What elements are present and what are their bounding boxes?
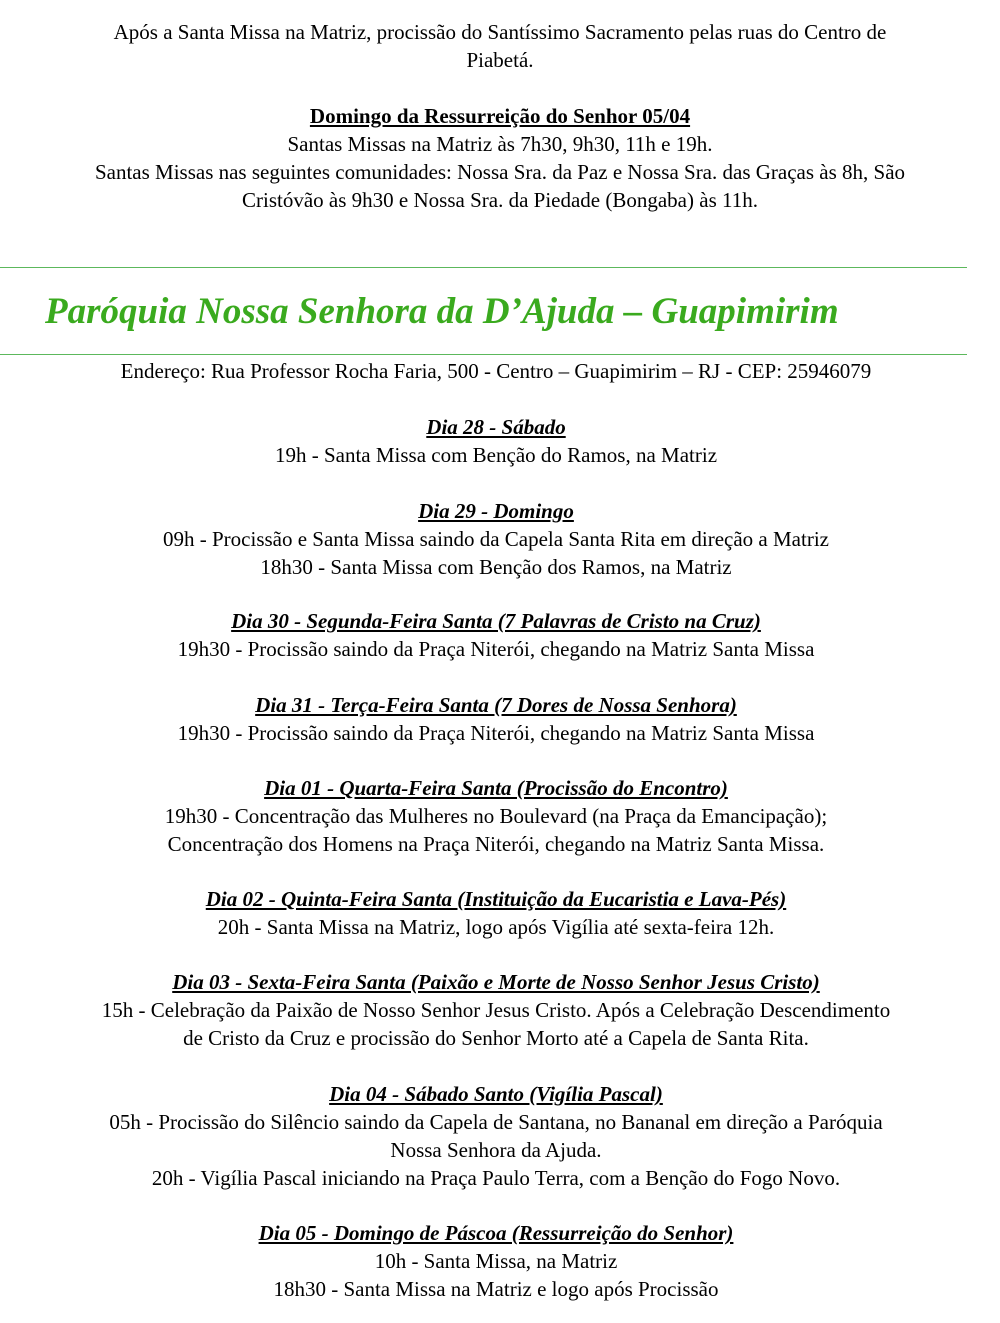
day-title: Dia 03 - Sexta-Feira Santa (Paixão e Morte de Nosso Senhor Jesus Cristo) — [172, 970, 820, 994]
day-line: Concentração dos Homens na Praça Niterói, chegando na Matriz Santa Missa. — [167, 832, 825, 856]
day-title: Dia 01 - Quarta-Feira Santa (Procissão do Encontro) — [264, 776, 728, 800]
intro-line-2: Piabetá. — [466, 48, 534, 72]
day-05-section — [0, 1219, 992, 1303]
parish-title: Paróquia Nossa Senhora da D’Ajuda – Guapimirim — [45, 291, 839, 332]
day-title: Dia 04 - Sábado Santo (Vigília Pascal) — [329, 1082, 663, 1106]
resurrection-title: Domingo da Ressurreição do Senhor 05/04 — [309, 104, 691, 128]
day-line: 19h30 - Procissão saindo da Praça Niterói, chegando na Matriz Santa Missa — [177, 637, 815, 661]
divider-bottom — [0, 354, 967, 355]
day-02-section — [0, 885, 992, 941]
day-title: Dia 29 - Domingo — [418, 499, 574, 523]
day-title: Dia 30 - Segunda-Feira Santa (7 Palavras de Cristo na Cruz) — [231, 609, 761, 633]
intro-paragraph — [20, 18, 980, 74]
day-line: 18h30 - Santa Missa na Matriz e logo após Procissão — [273, 1277, 719, 1301]
resurrection-line-2: Santas Missas nas seguintes comunidades: Nossa Sra. da Paz e Nossa Sra. das Graças às 8h, São — [94, 160, 906, 184]
day-line: 15h - Celebração da Paixão de Nosso Senhor Jesus Cristo. Após a Celebração Descendimento — [101, 998, 891, 1022]
day-28-section — [0, 413, 992, 469]
day-title: Dia 31 - Terça-Feira Santa (7 Dores de Nossa Senhora) — [255, 693, 737, 717]
parish-address: Endereço: Rua Professor Rocha Faria, 500 - Centro – Guapimirim – RJ - CEP: 25946079 — [120, 359, 872, 383]
day-line: 19h30 - Concentração das Mulheres no Boulevard (na Praça da Emancipação); — [164, 804, 828, 828]
day-line: 19h - Santa Missa com Benção do Ramos, na Matriz — [274, 443, 718, 467]
divider-top — [0, 267, 967, 268]
intro-line-1: Após a Santa Missa na Matriz, procissão do Santíssimo Sacramento pelas ruas do Centro de — [113, 20, 887, 44]
day-line: 10h - Santa Missa, na Matriz — [374, 1249, 618, 1273]
day-01-section — [0, 774, 992, 858]
day-line: 20h - Vigília Pascal iniciando na Praça Paulo Terra, com a Benção do Fogo Novo. — [151, 1166, 841, 1190]
day-line: 09h - Procissão e Santa Missa saindo da Capela Santa Rita em direção a Matriz — [163, 527, 829, 551]
resurrection-line-1: Santas Missas na Matriz às 7h30, 9h30, 11h e 19h. — [287, 132, 713, 156]
resurrection-section — [20, 102, 980, 214]
day-04-section — [0, 1080, 992, 1192]
day-29-section — [0, 497, 992, 581]
resurrection-line-3: Cristóvão às 9h30 e Nossa Sra. da Piedade (Bongaba) às 11h. — [242, 188, 758, 212]
day-30-section — [0, 607, 992, 663]
day-31-section — [0, 691, 992, 747]
day-line: de Cristo da Cruz e procissão do Senhor Morto até a Capela de Santa Rita. — [183, 1026, 809, 1050]
day-03-section — [0, 968, 992, 1052]
day-line: Nossa Senhora da Ajuda. — [390, 1138, 602, 1162]
day-title: Dia 02 - Quinta-Feira Santa (Instituição da Eucaristia e Lava-Pés) — [205, 887, 787, 911]
day-line: 20h - Santa Missa na Matriz, logo após Vigília até sexta-feira 12h. — [217, 915, 775, 939]
day-title: Dia 28 - Sábado — [426, 415, 566, 439]
day-line: 05h - Procissão do Silêncio saindo da Capela de Santana, no Bananal em direção a Paróquia — [109, 1110, 883, 1134]
day-title: Dia 05 - Domingo de Páscoa (Ressurreição do Senhor) — [258, 1221, 734, 1245]
day-line: 18h30 - Santa Missa com Benção dos Ramos, na Matriz — [260, 555, 732, 579]
day-line: 19h30 - Procissão saindo da Praça Niterói, chegando na Matriz Santa Missa — [177, 721, 815, 745]
